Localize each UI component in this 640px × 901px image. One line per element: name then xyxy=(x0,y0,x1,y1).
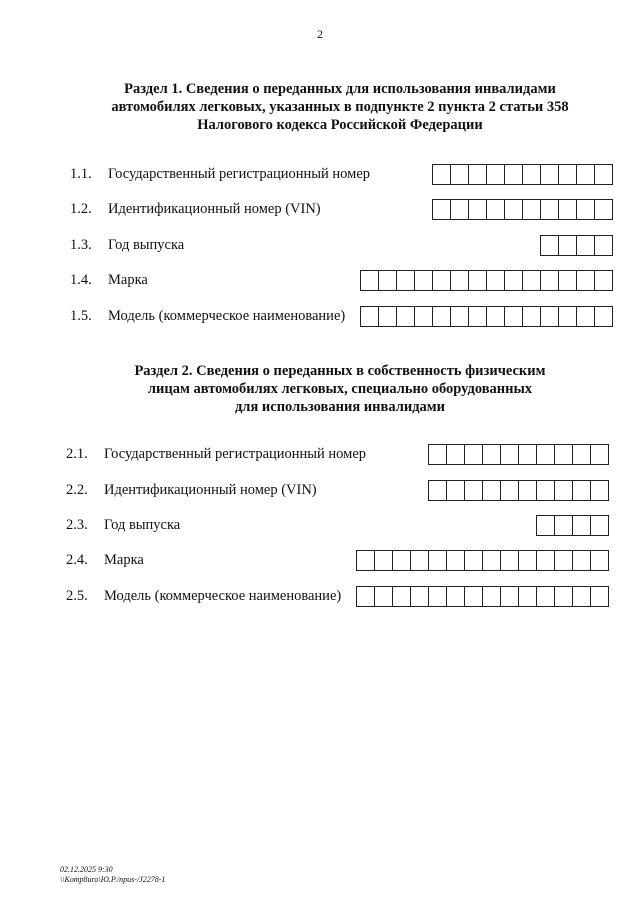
char-cell[interactable] xyxy=(379,306,397,327)
char-cell[interactable] xyxy=(415,270,433,291)
char-cell[interactable] xyxy=(573,444,591,465)
char-cell[interactable] xyxy=(433,270,451,291)
char-cell[interactable] xyxy=(577,235,595,256)
field-label: Государственный регистрационный номер xyxy=(108,166,371,182)
vin-input[interactable] xyxy=(428,480,609,501)
field-2-1 xyxy=(66,444,611,466)
brand-input[interactable] xyxy=(356,550,609,571)
field-1-3 xyxy=(70,235,615,257)
char-cell[interactable] xyxy=(573,515,591,536)
char-cell[interactable] xyxy=(487,270,505,291)
footer-stamp xyxy=(60,865,165,885)
field-1-1 xyxy=(70,164,615,186)
char-cell[interactable] xyxy=(595,199,613,220)
section-1-title-line: автомобилях легковых, указанных в подпункте 2 пункта 2 статьи 358 xyxy=(111,99,569,115)
field-label: Год выпуска xyxy=(104,517,181,533)
char-cell[interactable] xyxy=(555,586,573,607)
char-cell[interactable] xyxy=(505,164,523,185)
char-cell[interactable] xyxy=(487,306,505,327)
char-cell[interactable] xyxy=(361,270,379,291)
char-cell[interactable] xyxy=(411,586,429,607)
char-cell[interactable] xyxy=(555,444,573,465)
char-cell[interactable] xyxy=(523,306,541,327)
char-cell[interactable] xyxy=(519,480,537,501)
char-cell[interactable] xyxy=(397,270,415,291)
char-cell[interactable] xyxy=(577,270,595,291)
section-2-title-line: Раздел 2. Сведения о переданных в собственность физическим xyxy=(134,363,546,379)
char-cell[interactable] xyxy=(447,586,465,607)
section-2-title-line: лицам автомобилях легковых, специально оборудованных xyxy=(147,381,533,397)
char-cell[interactable] xyxy=(573,480,591,501)
char-cell[interactable] xyxy=(469,270,487,291)
char-cell[interactable] xyxy=(577,199,595,220)
char-cell[interactable] xyxy=(375,586,393,607)
char-cell[interactable] xyxy=(573,586,591,607)
char-cell[interactable] xyxy=(559,306,577,327)
registration-number-input[interactable] xyxy=(428,444,609,465)
char-cell[interactable] xyxy=(397,306,415,327)
char-cell[interactable] xyxy=(483,586,501,607)
char-cell[interactable] xyxy=(559,164,577,185)
year-input[interactable] xyxy=(540,235,613,256)
char-cell[interactable] xyxy=(577,164,595,185)
page-number: 2 xyxy=(317,27,323,41)
char-cell[interactable] xyxy=(537,444,555,465)
char-cell[interactable] xyxy=(559,235,577,256)
char-cell[interactable] xyxy=(595,306,613,327)
char-cell[interactable] xyxy=(523,164,541,185)
char-cell[interactable] xyxy=(541,306,559,327)
section-1-title-line: Раздел 1. Сведения о переданных для использования инвалидами xyxy=(124,81,556,97)
char-cell[interactable] xyxy=(433,164,451,185)
char-cell[interactable] xyxy=(393,586,411,607)
char-cell[interactable] xyxy=(433,306,451,327)
field-label: Идентификационный номер (VIN) xyxy=(108,201,321,217)
vin-input[interactable] xyxy=(432,199,613,220)
char-cell[interactable] xyxy=(591,550,609,571)
char-cell[interactable] xyxy=(357,550,375,571)
footer-date: 02.12.2025 9:30 xyxy=(60,865,113,874)
char-cell[interactable] xyxy=(483,444,501,465)
section-2-title-line: для использования инвалидами xyxy=(234,399,446,415)
char-cell[interactable] xyxy=(357,586,375,607)
char-cell[interactable] xyxy=(555,515,573,536)
char-cell[interactable] xyxy=(429,550,447,571)
char-cell[interactable] xyxy=(501,444,519,465)
field-1-5 xyxy=(70,306,615,328)
char-cell[interactable] xyxy=(537,586,555,607)
char-cell[interactable] xyxy=(505,306,523,327)
char-cell[interactable] xyxy=(595,164,613,185)
char-cell[interactable] xyxy=(429,586,447,607)
char-cell[interactable] xyxy=(429,444,447,465)
field-2-5 xyxy=(66,586,611,608)
char-cell[interactable] xyxy=(519,550,537,571)
char-cell[interactable] xyxy=(451,164,469,185)
char-cell[interactable] xyxy=(595,235,613,256)
char-cell[interactable] xyxy=(501,550,519,571)
field-label: Год выпуска xyxy=(108,237,185,253)
char-cell[interactable] xyxy=(523,199,541,220)
field-number: 2.5. xyxy=(66,588,88,604)
char-cell[interactable] xyxy=(541,164,559,185)
field-1-2 xyxy=(70,199,615,221)
char-cell[interactable] xyxy=(487,199,505,220)
char-cell[interactable] xyxy=(541,270,559,291)
field-number: 1.5. xyxy=(70,308,92,324)
field-number: 2.2. xyxy=(66,482,88,498)
char-cell[interactable] xyxy=(595,270,613,291)
char-cell[interactable] xyxy=(555,550,573,571)
char-cell[interactable] xyxy=(451,270,469,291)
char-cell[interactable] xyxy=(519,444,537,465)
char-cell[interactable] xyxy=(591,444,609,465)
char-cell[interactable] xyxy=(451,199,469,220)
char-cell[interactable] xyxy=(559,199,577,220)
char-cell[interactable] xyxy=(465,480,483,501)
char-cell[interactable] xyxy=(393,550,411,571)
year-input[interactable] xyxy=(536,515,609,536)
char-cell[interactable] xyxy=(555,480,573,501)
field-label: Модель (коммерческое наименование) xyxy=(108,308,346,324)
field-2-4 xyxy=(66,550,611,572)
field-number: 2.4. xyxy=(66,552,88,568)
char-cell[interactable] xyxy=(505,270,523,291)
char-cell[interactable] xyxy=(487,164,505,185)
char-cell[interactable] xyxy=(469,164,487,185)
char-cell[interactable] xyxy=(483,550,501,571)
char-cell[interactable] xyxy=(433,199,451,220)
char-cell[interactable] xyxy=(465,444,483,465)
char-cell[interactable] xyxy=(483,480,501,501)
char-cell[interactable] xyxy=(573,550,591,571)
section-2-title xyxy=(90,362,590,416)
char-cell[interactable] xyxy=(447,444,465,465)
char-cell[interactable] xyxy=(447,550,465,571)
char-cell[interactable] xyxy=(501,480,519,501)
char-cell[interactable] xyxy=(465,586,483,607)
footer-path: \\Komp8uro\Ю.Р./npus-/J2278-1 xyxy=(60,875,166,884)
char-cell[interactable] xyxy=(591,586,609,607)
section-1-title xyxy=(90,80,590,134)
field-number: 1.2. xyxy=(70,201,92,217)
field-number: 1.4. xyxy=(70,272,92,288)
char-cell[interactable] xyxy=(537,480,555,501)
field-2-3 xyxy=(66,515,611,537)
field-number: 1.3. xyxy=(70,237,92,253)
char-cell[interactable] xyxy=(379,270,397,291)
char-cell[interactable] xyxy=(537,515,555,536)
brand-input[interactable] xyxy=(360,270,613,291)
char-cell[interactable] xyxy=(577,306,595,327)
section-1-title-line: Налогового кодекса Российской Федерации xyxy=(197,117,483,133)
char-cell[interactable] xyxy=(447,480,465,501)
field-label: Марка xyxy=(108,272,148,288)
char-cell[interactable] xyxy=(415,306,433,327)
field-number: 1.1. xyxy=(70,166,92,182)
field-label: Государственный регистрационный номер xyxy=(104,446,367,462)
char-cell[interactable] xyxy=(451,306,469,327)
char-cell[interactable] xyxy=(519,586,537,607)
char-cell[interactable] xyxy=(537,550,555,571)
char-cell[interactable] xyxy=(465,550,483,571)
field-number: 2.3. xyxy=(66,517,88,533)
model-input[interactable] xyxy=(360,306,613,327)
model-input[interactable] xyxy=(356,586,609,607)
field-label: Модель (коммерческое наименование) xyxy=(104,588,342,604)
char-cell[interactable] xyxy=(505,199,523,220)
field-2-2 xyxy=(66,480,611,502)
char-cell[interactable] xyxy=(361,306,379,327)
field-1-4 xyxy=(70,270,615,292)
char-cell[interactable] xyxy=(429,480,447,501)
char-cell[interactable] xyxy=(541,199,559,220)
char-cell[interactable] xyxy=(591,480,609,501)
field-number: 2.1. xyxy=(66,446,88,462)
char-cell[interactable] xyxy=(591,515,609,536)
char-cell[interactable] xyxy=(523,270,541,291)
char-cell[interactable] xyxy=(469,306,487,327)
char-cell[interactable] xyxy=(541,235,559,256)
field-label: Марка xyxy=(104,552,144,568)
char-cell[interactable] xyxy=(411,550,429,571)
char-cell[interactable] xyxy=(559,270,577,291)
char-cell[interactable] xyxy=(375,550,393,571)
char-cell[interactable] xyxy=(501,586,519,607)
char-cell[interactable] xyxy=(469,199,487,220)
registration-number-input[interactable] xyxy=(432,164,613,185)
field-label: Идентификационный номер (VIN) xyxy=(104,482,317,498)
